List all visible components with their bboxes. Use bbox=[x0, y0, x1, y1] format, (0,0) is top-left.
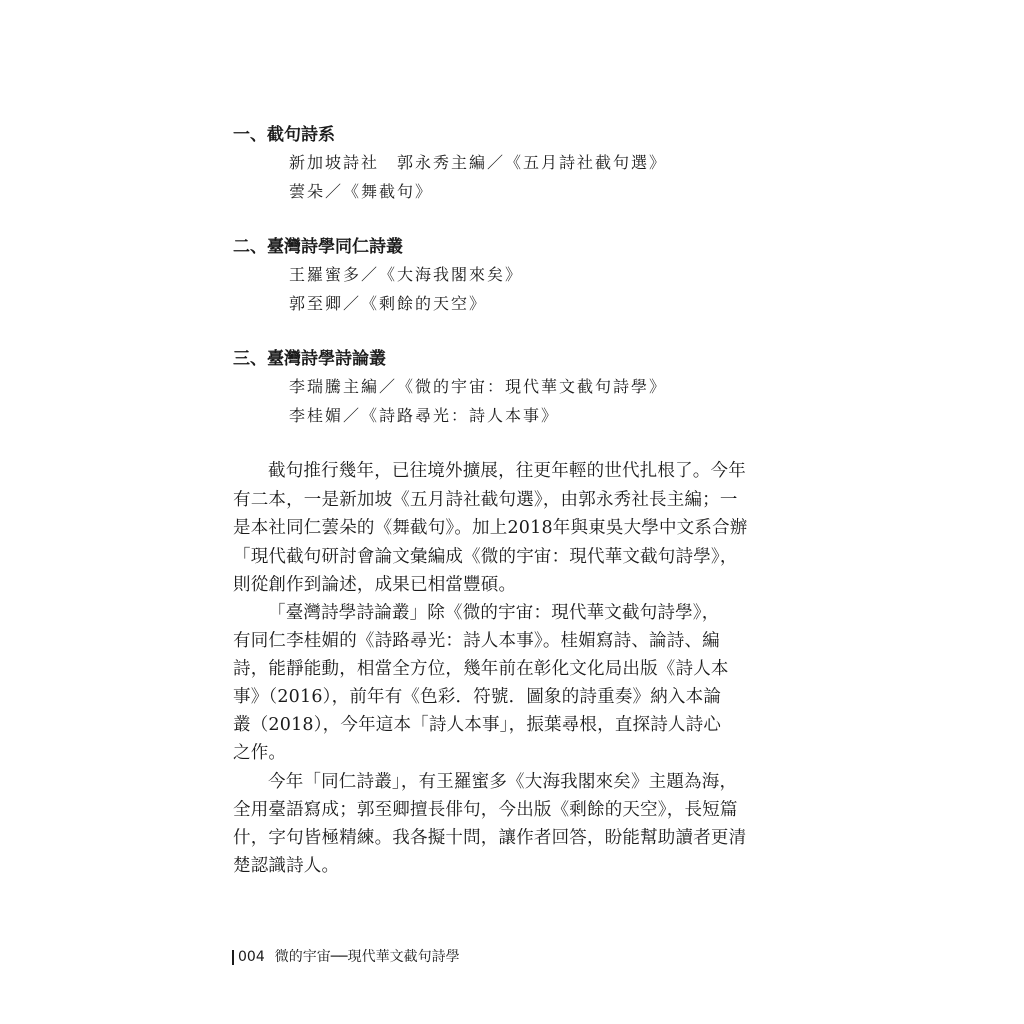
body-text-line: 之作。 bbox=[233, 743, 287, 763]
body-text-line: 今年「同仁詩叢」，有王羅蜜多《大海我閣來矣》主題為海， bbox=[268, 772, 738, 792]
body-text-line: 事》（2016），前年有《色彩．符號．圖象的詩重奏》納入本論 bbox=[233, 687, 722, 707]
body-text-line: 截句推行幾年，已往境外擴展，往更年輕的世代扎根了。今年 bbox=[268, 461, 746, 481]
section-heading: 三、臺灣詩學詩論叢 bbox=[233, 349, 386, 369]
page-footer bbox=[232, 947, 460, 967]
body-text-line: 則從創作到論述，成果已相當豐碩。 bbox=[233, 575, 517, 595]
body-text-line: 是本社同仁蕓朵的《舞截句》。加上2018年與東吳大學中文系合辦 bbox=[233, 518, 748, 538]
section-entry: 李桂媚／《詩路尋光：詩人本事》 bbox=[289, 406, 560, 425]
body-text-line: 有二本，一是新加坡《五月詩社截句選》，由郭永秀社長主編；一 bbox=[233, 490, 738, 510]
running-title: 微的宇宙──現代華文截句詩學 bbox=[274, 949, 460, 965]
body-text-line: 「現代截句研討會論文彙編成《微的宇宙：現代華文截句詩學》， bbox=[233, 547, 738, 567]
body-text-line: 有同仁李桂媚的《詩路尋光：詩人本事》。桂媚寫詩、論詩、編 bbox=[233, 631, 720, 651]
body-text-line: 詩，能靜能動，相當全方位，幾年前在彰化文化局出版《詩人本 bbox=[233, 659, 729, 679]
section-heading: 二、臺灣詩學同仁詩叢 bbox=[233, 237, 403, 257]
page-number: 004 bbox=[238, 949, 265, 965]
section-entry: 郭至卿／《剩餘的天空》 bbox=[289, 294, 488, 313]
section-entry: 蕓朵／《舞截句》 bbox=[289, 182, 434, 201]
footer-divider bbox=[232, 950, 234, 965]
body-text-line: 全用臺語寫成；郭至卿擅長俳句，今出版《剩餘的天空》，長短篇 bbox=[233, 800, 738, 820]
section-heading: 一、截句詩系 bbox=[233, 125, 335, 145]
body-text-line: 「臺灣詩學詩論叢」除《微的宇宙：現代華文截句詩學》， bbox=[268, 603, 720, 623]
section-entry: 新加坡詩社 郭永秀主編／《五月詩社截句選》 bbox=[289, 153, 668, 172]
body-text-line: 楚認識詩人。 bbox=[233, 856, 340, 876]
section-entry: 王羅蜜多／《大海我閣來矣》 bbox=[289, 265, 524, 284]
body-text-line: 叢（2018），今年這本「詩人本事」，振葉尋根，直探詩人詩心 bbox=[233, 715, 722, 735]
section-entry: 李瑞騰主編／《微的宇宙：現代華文截句詩學》 bbox=[289, 377, 668, 396]
body-text-line: 什，字句皆極精練。我各擬十問，讓作者回答，盼能幫助讀者更清 bbox=[233, 828, 747, 848]
